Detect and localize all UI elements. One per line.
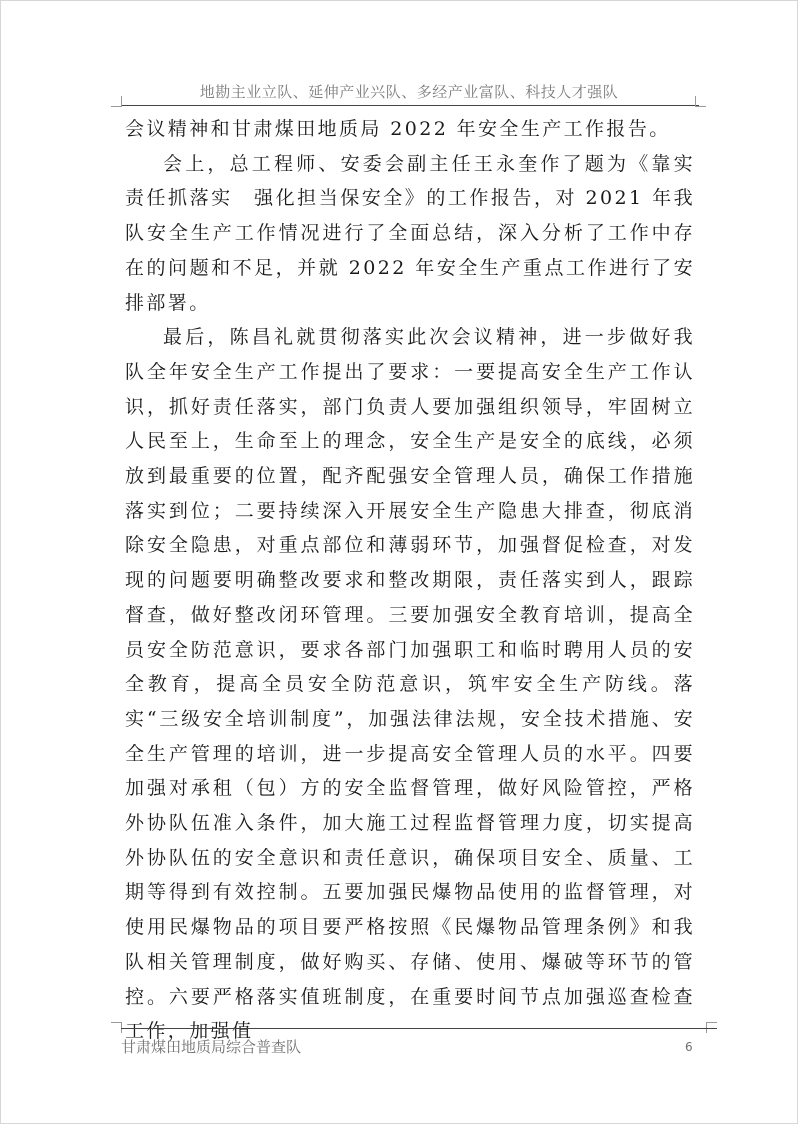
page-header: 地勘主业立队、延伸产业兴队、多经产业富队、科技人才强队 [199,83,619,101]
paragraph-report: 会上，总工程师、安委会副主任王永奎作了题为《靠实责任抓落实 强化担当保安全》的工作报告，对 2021 年我队安全生产工作情况进行了全面总结，深入分析了工作中存在的问题和不足，并就 2022 年安全生产重点工作进行了安排部署。 [125,152,695,314]
header-divider [121,105,699,106]
footer-organization: 甘肃煤田地质局综合普查队 [121,1038,302,1056]
paragraph-continuation: 会议精神和甘肃煤田地质局 2022 年安全生产工作报告。 [125,118,671,140]
crop-mark-top-left [111,96,122,107]
page-number: 6 [685,1040,693,1054]
paragraph-requirements: 最后，陈昌礼就贯彻落实此次会议精神，进一步做好我队全年安全生产工作提出了要求：一要提高安全生产工作认识，抓好责任落实，部门负责人要加强组织领导，牢固树立人民至上，生命至上的理念，安全生产是安全的底线，必须放到最重要的位置，配齐配强安全管理人员，确保工作措施落实到位；二要持续深入开展安全生产隐患大排查，彻底消除安全隐患，对重点部位和薄弱环节，加强督促检查，对发现的问题要明确整改要求和整改期限，责任落实到人，跟踪督查，做好整改闭环管理。三要加强安全教育培训，提高全员安全防范意识，要求各部门加强职工和临时聘用人员的安全教育，提高全员安全防范意识，筑牢安全生产防线。落实“三级安全培训制度”，加强法律法规，安全技术措施、安全生产管理的培训，进一步提高安全管理人员的水平。四要加强对承租（包）方的安全监督管理，做好风险管控，严格外协队伍准入条件，加大施工过程监督管理力度，切实提高外协队伍的安全意识和责任意识，确保项目安全、质量、工期等得到有效控制。五要加强民爆物品使用的监督管理，对使用民爆物品的项目要严格按照《民爆物品管理条例》和我队相关管理制度，做好购买、存储、使用、爆破等环节的管控。六要严格落实值班制度，在重要时间节点加强巡查检查工作，加强值 [125,326,695,1043]
body-text [125,112,695,1049]
footer-divider [121,1028,717,1029]
crop-mark-top-right [695,96,706,107]
